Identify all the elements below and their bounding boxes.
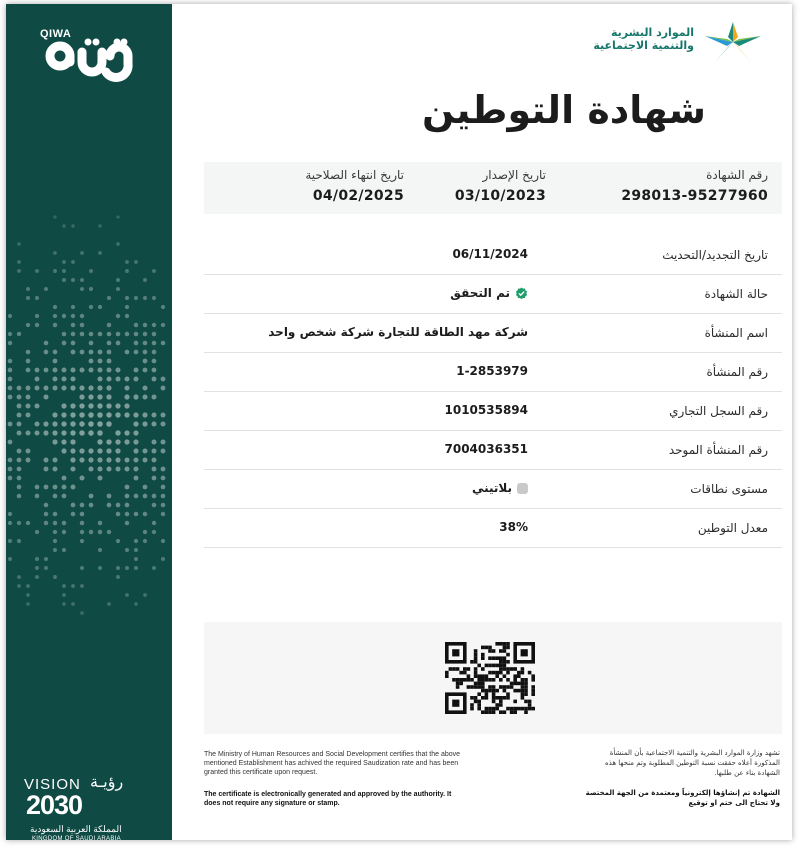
status-text: تم التحقق [450, 286, 510, 300]
saudization-rate-value [499, 520, 528, 534]
vision-year: 2030 [26, 790, 83, 820]
nitaqat-level-label: مستوى نطاقات [690, 482, 768, 496]
certificate-number-label: رقم الشهادة [706, 168, 768, 182]
english-electronic-note: The certificate is electronically generated and approved by the authority. It does not require any signature or stamp. [204, 791, 452, 807]
vision-arabic: رؤيـة [90, 774, 124, 791]
status-label: حالة الشهادة [704, 287, 768, 301]
expiry-date-label: تاريخ انتهاء الصلاحية [305, 168, 404, 182]
unified-number-text: 7004036351 [444, 442, 528, 456]
verified-check-icon [515, 287, 528, 300]
renewal-date-text: 06/11/2024 [452, 247, 528, 261]
platinum-level-icon [517, 483, 528, 494]
establishment-name-text: شركة مهد الطاقة للتجارة شركة شخص واحد [268, 325, 528, 339]
detail-row-commercial-register [204, 392, 782, 431]
establishment-number-text: 1-2853979 [456, 364, 528, 378]
issue-date-label: تاريخ الإصدار [482, 168, 546, 182]
qr-code-panel [204, 622, 782, 734]
commercial-register-value [445, 403, 529, 417]
sidebar-band [6, 4, 172, 840]
establishment-number-label: رقم المنشأة [706, 365, 768, 379]
detail-row-renewal-date [204, 236, 782, 275]
detail-row-unified-number [204, 431, 782, 470]
qr-code[interactable] [445, 642, 535, 714]
ministry-name [593, 26, 694, 52]
detail-row-status [204, 275, 782, 314]
detail-row-saudization-rate [204, 509, 782, 548]
certificate-page [6, 4, 792, 840]
nitaqat-level-value [472, 481, 528, 495]
qiwa-logo [38, 34, 134, 90]
commercial-register-text: 1010535894 [444, 403, 528, 417]
arabic-electronic-note: الشهادة تم إنشاؤها إلكترونياً ومعتمدة من الجهة المختصة ولا تحتاج الى ختم او توقيع [585, 789, 780, 807]
expiry-date-block [305, 168, 404, 204]
ministry-logo [578, 20, 778, 60]
vision-word: VISION [24, 776, 81, 793]
certificate-title: شهادة التوطين [421, 88, 706, 132]
renewal-date-value [452, 247, 528, 261]
detail-row-establishment-name [204, 314, 782, 353]
nitaqat-level-text: بلاتيني [471, 481, 512, 495]
certificate-summary [204, 162, 782, 214]
saudization-rate-label: معدل التوطين [697, 521, 768, 535]
qiwa-label: QIWA [40, 28, 72, 40]
ministry-star-icon [698, 20, 768, 64]
ministry-line-1: الموارد البشرية [611, 26, 694, 39]
issue-date-block [455, 168, 546, 204]
ministry-line-2: والتنمية الاجتماعية [593, 39, 694, 52]
kingdom-arabic: المملكة العربية السعودية [30, 824, 122, 834]
saudization-rate-text: 38% [499, 520, 528, 534]
unified-number-label: رقم المنشأة الموحد [668, 443, 768, 457]
detail-row-nitaqat-level [204, 470, 782, 509]
expiry-date-value: 04/02/2025 [312, 188, 404, 204]
arabic-certification-note: تشهد وزارة الموارد البشرية والتنمية الاجتماعية بأن المنشأة المذكورة أعلاه حققت نسبة التوطين المطلوبة وتم منحها هذه الشهادة بناء عن طلبها. [605, 749, 780, 777]
certificate-number-value: 298013-95277960 [621, 188, 768, 204]
kingdom-english: KINGDOM OF SAUDI ARABIA [32, 836, 121, 840]
establishment-name-label: اسم المنشأة [704, 326, 768, 340]
establishment-number-value [456, 364, 528, 378]
commercial-register-label: رقم السجل التجاري [669, 404, 768, 418]
dot-pattern-decoration [6, 4, 172, 840]
detail-row-establishment-number [204, 353, 782, 392]
status-value [450, 286, 528, 300]
english-certification-note: The Ministry of Human Resources and Social Development certifies that the above mentioned Establishment has achived the required Saudization rate and has been granted this certificate upon request. [204, 751, 461, 776]
certificate-number-block [621, 168, 768, 204]
certificate-details [204, 236, 782, 548]
renewal-date-label: تاريخ التجديد/التحديث [662, 248, 768, 262]
unified-number-value [445, 442, 529, 456]
establishment-name-value [268, 325, 528, 339]
issue-date-value: 03/10/2023 [454, 188, 546, 204]
